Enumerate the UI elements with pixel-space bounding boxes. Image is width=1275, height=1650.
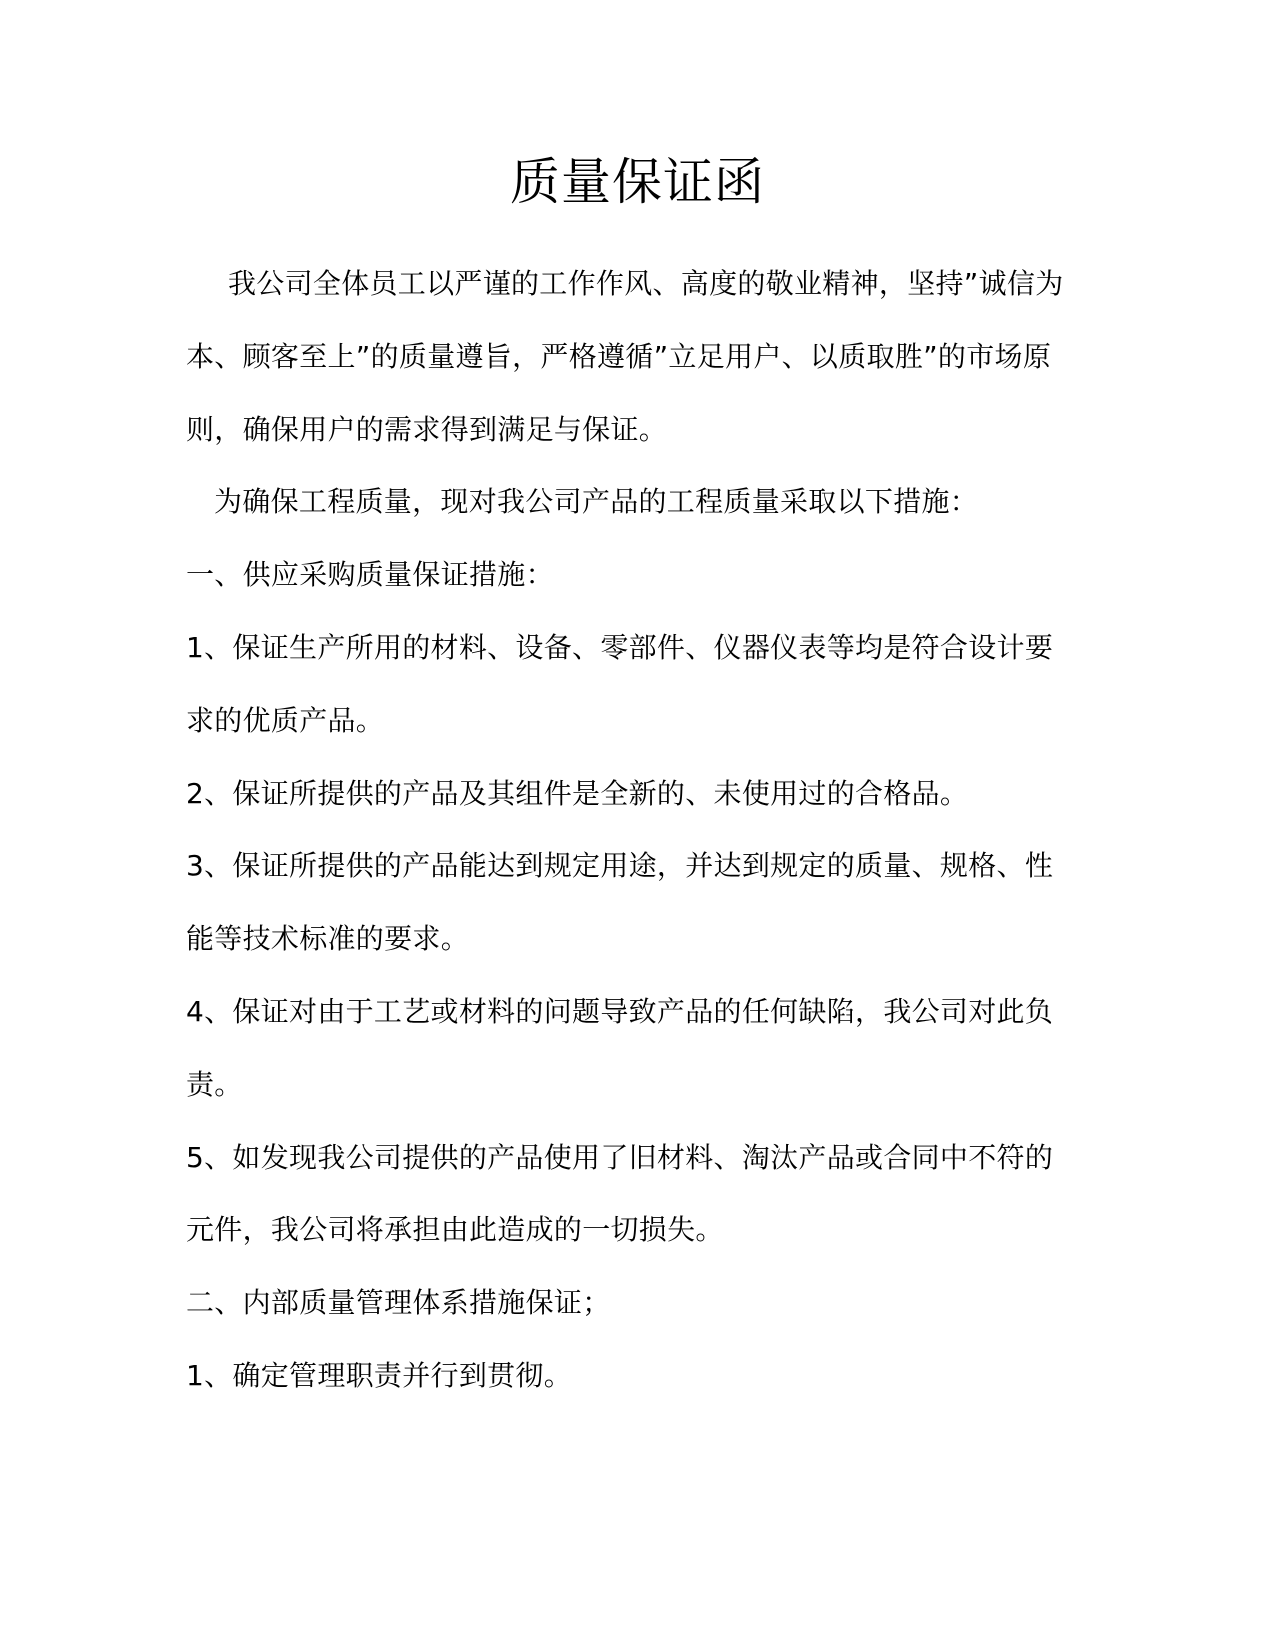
list-item-continuation: 元件，我公司将承担由此造成的一切损失。	[186, 1213, 724, 1247]
document-title: 质量保证函	[510, 153, 765, 211]
section-heading: 一、供应采购质量保证措施：	[186, 558, 554, 592]
list-item-continuation: 求的优质产品。	[186, 703, 385, 737]
list-item: 1、确定管理职责并行到贯彻。	[186, 1358, 573, 1392]
list-item-continuation: 能等技术标准的要求。	[186, 922, 470, 956]
paragraph-line: 我公司全体员工以严谨的工作作风、高度的敬业精神，坚持”诚信为	[228, 267, 1064, 300]
paragraph-line: 则，确保用户的需求得到满足与保证。	[186, 412, 668, 446]
list-item: 5、如发现我公司提供的产品使用了旧材料、淘汰产品或合同中不符的	[186, 1140, 1054, 1174]
list-item: 1、保证生产所用的材料、设备、零部件、仪器仪表等均是符合设计要	[186, 630, 1054, 664]
paragraph-line: 为确保工程质量，现对我公司产品的工程质量采取以下措施：	[214, 485, 979, 519]
list-item: 4、保证对由于工艺或材料的问题导致产品的任何缺陷，我公司对此负	[186, 994, 1054, 1028]
list-item: 3、保证所提供的产品能达到规定用途，并达到规定的质量、规格、性	[186, 849, 1054, 883]
document-body	[186, 248, 1086, 1413]
section-heading: 二、内部质量管理体系措施保证；	[186, 1286, 611, 1320]
paragraph-line: 本、顾客至上”的质量遵旨，严格遵循”立足用户、以质取胜”的市场原	[186, 339, 1052, 373]
list-item-continuation: 责。	[186, 1067, 243, 1101]
list-item: 2、保证所提供的产品及其组件是全新的、未使用过的合格品。	[186, 776, 969, 810]
